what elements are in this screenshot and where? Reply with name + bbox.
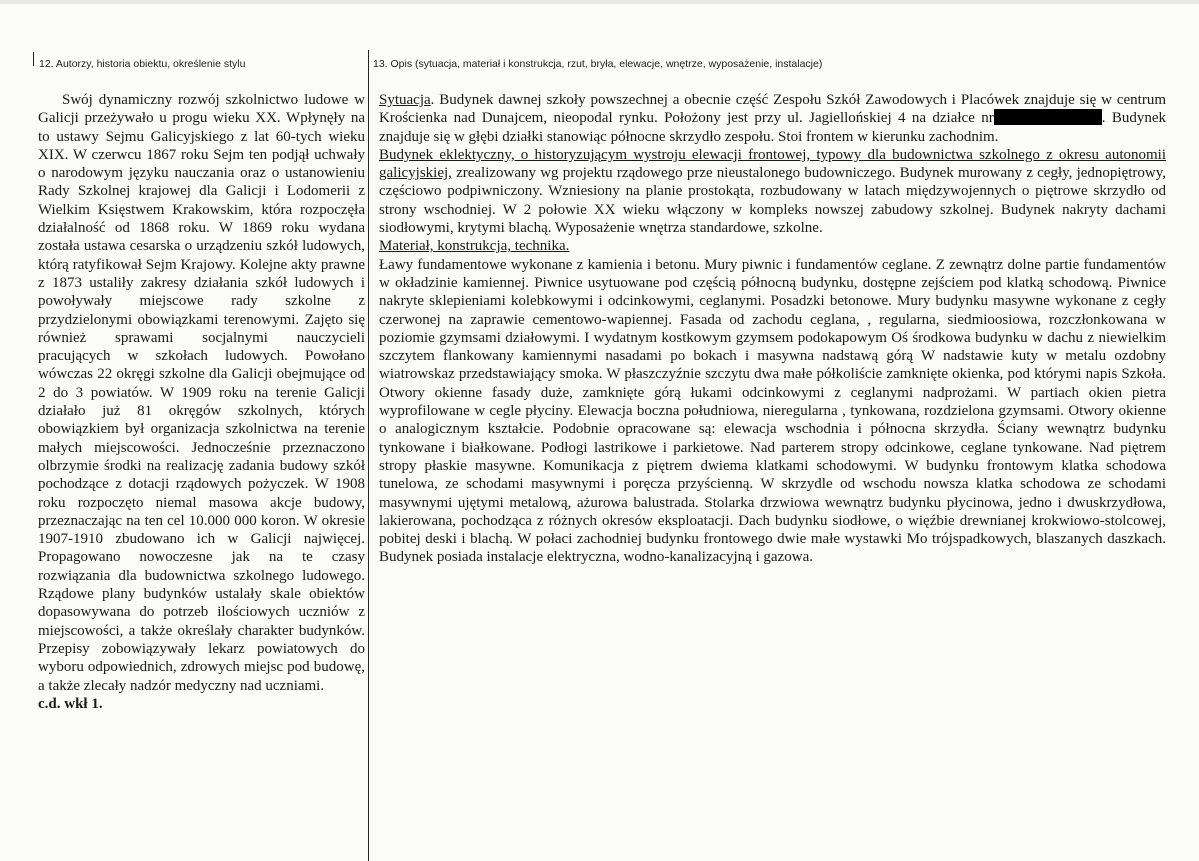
section-13-header: 13. Opis (sytuacja, materiał i konstrukcja, rzut, bryła, elewacje, wnętrze, wyposażenie, instalacje) bbox=[373, 58, 823, 70]
left-margin-rule bbox=[33, 52, 34, 66]
situation-text-1: . Budynek dawnej szkoły powszechnej a obecnie część Zespołu Szkół Zawodowych i Placówek znajduje się w centrum Krościenka nad Dunajcem, nieopodal rynku. Położony jest przy ul. Jagiellońskiej 4 na działce nr bbox=[379, 92, 1166, 127]
column-divider bbox=[368, 50, 369, 861]
situation-paragraph bbox=[370, 91, 1166, 146]
style-paragraph bbox=[370, 146, 1166, 237]
history-text: Swój dynamiczny rozwój szkolnictwo ludowe w Galicji przeżywało u progu wieku XX. Wpłynęły na to ustawy Sejmu Galicyjskiego z lat 60-tych wieku XIX. W czerwcu 1867 roku Sejm ten podjął uchwały o narodowym języku nauczania oraz o ustanowieniu Rady Szkolnej krajowej dla Galicji i Lodomerii z Wielkim Księstwem Krakowskim, która rozpoczęła działalność od 1868 roku. W 1869 roku wydana została ustawa cesarska o urządzeniu szkół ludowych, którą ratyfikował Sejm Krajowy. Kolejne akty prawne z 1873 ustaliły zakresy działania szkół ludowych i powoływały miejscowe rady szkolne z przydzielonymi obowiązkami terenowymi. Zajęto się również sprawami socjalnymi nauczycieli pracujących w szkołach ludowych. Powołano wówczas 22 okręgi szkolne dla Galicji obejmujące od 2 do 3 powiatów. W 1909 roku na terenie Galicji działało już 81 okręgów szkolnych, których obowiązkiem był organizacja szkolnictwa na terenie małych miejscowości. Jednocześnie przeznaczono olbrzymie środki na realizację zadania budowy szkół pochodzące z dotacji rządowych pożyczek. W 1908 roku rozpoczęto niemal masowa akcje budowy, przeznaczając na ten cel 10.000 000 koron. W okresie 1907-1910 zbudowano ich w Galicji najwięcej. Propagowano nowoczesne jak na te czasy rozwiązania dla budownictwa szkolnego ludowego. Rządowe plany budynków ustalały skale obiektów dopasowywana do potrzeb ilościowych uczniów z miejscowości, a także określały charakter budynków. Przepisy zobowiązywały lekarz powiatowych do wyboru odpowiednich, zdrowych miejsc pod budowę, a także zlecały nadzór medyczny nad uczniami. bbox=[38, 92, 365, 694]
situation-text-2: . Budynek znajduje się w głębi działki stanowiąc północne skrzydło zespołu. Stoi frontem w kierunku zachodnim. bbox=[379, 110, 1166, 145]
style-heading: Budynek eklektyczny, o historyzującym wystroju elewacji frontowej, typowy dla budownictwa szkolnego z okresu autonomii galicyjskiej, bbox=[379, 146, 1166, 182]
situation-heading: Sytuacja bbox=[379, 92, 431, 108]
continuation-note: c.d. wkł 1. bbox=[38, 695, 103, 712]
redaction-box bbox=[994, 109, 1102, 125]
material-heading: Materiał, konstrukcja, technika. bbox=[379, 238, 570, 255]
material-heading-paragraph bbox=[370, 237, 1166, 255]
section-12-header: 12. Autorzy, historia obiektu, określenie stylu bbox=[39, 58, 246, 70]
material-paragraph: Ławy fundamentowe wykonane z kamienia i betonu. Mury piwnic i fundamentów ceglane. Z zewnątrz dolne partie fundamentów w okładzinie kamiennej. Piwnice usytuowane pod częścią północną budynku, dostępne zejściem pod klatką schodową. Piwnice nakryte sklepieniami kolebkowymi i odcinkowymi, ceglanymi. Posadzki betonowe. Mury budynku masywne wykonane z cegły czerwonej na zaprawie cementowo-wapiennej. Fasada od zachodu ceglana, , regularna, siedmioosiowa, rozczłonkowana w poziomie gzymsami działowymi. I wydatnym kostkowym gzymsem podokapowym Oś środkowa budynku w dachu z niewielkim szczytem flankowany kamiennymi nasadami po bokach i masywna nadstawą górą W nadstawie kuty w metalu ozdobny wiatrowskaz przedstawiający smoka. W płaszczyźnie szczytu dwa małe półkoliście zamknięte okienka, pod którymi napis Szkoła. Otwory okienne fasady duże, zamknięte górą łukami odcinkowymi z ceglanymi nadprożami. W partiach okien pietra wyprofilowane w cegle płyciny. Elewacja boczna południowa, nieregularna , tynkowana, rozdzielona gzymsami. Otwory okienne o analogicznym kształcie. Podobnie opracowane są: elewacja wschodnia i północna skrzydła. Ściany wewnątrz budynku tynkowane i białkowane. Podłogi lastrikowe i parkietowe. Nad parterem stropy odcinkowe, ceglane tynkowane. Nad piętrem stropy płaskie masywne. Komunikacja z piętrem dwiema klatkami schodowymi. W budynku frontowym klatka schodowa tunelowa, ze schodami masywnymi i poręcza przyścienną. W skrzydle od wschodu nowsza klatka schodowa ze schodami masywnymi ujętymi metalową, ażurowa balustrada. Stolarka drzwiowa wewnątrz budynku płycinowa, jedno i dwuskrzydłowa, lakierowana, pochodząca z różnych okresów eksploatacji. Dach budynku siodłowe, o więźbie drewnianej krokwiowo-stolcowej, pobitej deski i blachą. W połaci zachodniej budynku frontowego dwie małe wystawki Mo trójspadkowych, blaszanych daszkach. Budynek posiada instalacje elektryczna, wodno-kanalizacyjną i gazowa. bbox=[379, 256, 1166, 566]
description-column bbox=[370, 91, 1166, 567]
scan-edge bbox=[0, 0, 1199, 4]
style-text: zrealizowany wg projektu rządowego prze nieustalonego budowniczego. Budynek murowany z cegły, jednopiętrowy, częściowo podpiwniczony. Wzniesiony na planie prostokąta, rozbudowany w latach międzywojennych o piętrowe skrzydło od strony wschodniej. W 2 połowie XX wieku włączony w kompleks nowszej zabudowy szkolnej. Budynek nakryty dachami siodłowymi, krytymi blachą. Wyposażenie wnętrza standardowe, szkolne. bbox=[379, 165, 1166, 237]
history-column bbox=[38, 91, 365, 713]
